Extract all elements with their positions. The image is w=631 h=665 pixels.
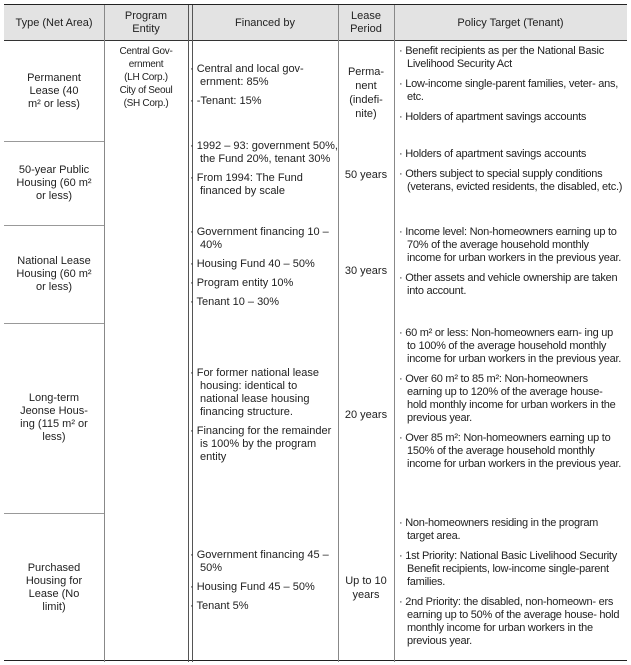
financed-item: · Government financing 10 – 40% [190, 226, 329, 251]
column-divider [394, 5, 395, 662]
policy-item: · Income level: Non-homeowners earning up to 70% of the average household monthly income for urban workers in the previous year. [399, 226, 622, 264]
financed-item: · Tenant 10 – 30% [190, 296, 280, 308]
policy-permanent [399, 45, 623, 131]
policy-item: · Holders of apartment savings accounts [399, 111, 587, 123]
period-jeonse: 20 years [344, 409, 388, 421]
policy-item: · Holders of apartment savings accounts [399, 148, 587, 160]
period-national: 30 years [344, 265, 388, 277]
policy-purchased [399, 517, 623, 655]
header-period: Lease Period [350, 10, 382, 35]
lease-housing-table [4, 4, 627, 661]
policy-item: · 60 m² or less: Non-homeowners earn- ing up to 100% of the average household monthly income for urban workers in the previous year. [399, 327, 622, 365]
header-type: Type (Net Area) [15, 16, 93, 29]
financed-purchased [190, 549, 338, 619]
financed-item: · Program entity 10% [190, 277, 294, 289]
policy-item: · Non-homeowners residing in the program target area. [399, 517, 599, 542]
financed-jeonse [190, 367, 338, 470]
row-type-50-year: 50-year Public Housing (60 m² or less) [16, 163, 92, 202]
header-financed: Financed by [235, 16, 295, 29]
financed-permanent [190, 63, 338, 114]
column-divider [188, 5, 189, 662]
financed-item: · Housing Fund 45 – 50% [190, 581, 315, 593]
row-type-permanent: Permanent Lease (40 m² or less) [27, 71, 81, 110]
financed-item: · 1992 – 93: government 50%, the Fund 20%, tenant 30% [190, 140, 338, 165]
period-50-year: 50 years [344, 169, 388, 181]
program-entity [104, 45, 188, 110]
program-entity-line: Central Gov- [119, 46, 173, 57]
financed-item: · Housing Fund 40 – 50% [190, 258, 315, 270]
financed-national [190, 226, 338, 315]
row-type-purchased: Purchased Housing for Lease (No limit) [25, 561, 83, 613]
policy-item: · Others subject to special supply conditions (veterans, evicted residents, the disabled, etc.) [399, 168, 623, 193]
financed-item: · -Tenant: 15% [190, 95, 262, 107]
financed-item: · For former national lease housing: identical to national lease housing financing structure. [190, 367, 319, 418]
financed-item: · Financing for the remainder is 100% by the program entity [190, 425, 332, 463]
program-entity-line: City of Seoul [119, 85, 173, 96]
program-entity-line: ernment [128, 59, 164, 70]
financed-item: · From 1994: The Fund financed by scale [190, 172, 303, 197]
header-policy: Policy Target (Tenant) [457, 16, 564, 29]
policy-item: · Other assets and vehicle ownership are taken into account. [399, 272, 618, 297]
financed-item: · Government financing 45 – 50% [190, 549, 329, 574]
policy-jeonse [399, 327, 623, 478]
policy-item: · Low-income single-parent families, veter- ans, etc. [399, 78, 619, 103]
header-entity: Program Entity [124, 10, 168, 35]
program-entity-line: (LH Corp.) [124, 72, 168, 83]
policy-item: · Over 85 m²: Non-homeowners earning up to 150% of the average household monthly income for urban workers in the previous year. [399, 432, 622, 470]
financed-item: · Tenant 5% [190, 600, 249, 612]
period-purchased: Up to 10 years [345, 575, 387, 601]
policy-item: · 2nd Priority: the disabled, non-homeown- ers earning up to 50% of the average house- hold monthly income for urban workers in the previous year. [399, 596, 620, 647]
financed-item: · Central and local gov- ernment: 85% [190, 63, 304, 88]
row-type-national: National Lease Housing (60 m² or less) [16, 254, 92, 293]
financed-50-year [190, 140, 338, 204]
policy-item: · Benefit recipients as per the National Basic Livelihood Security Act [399, 45, 604, 70]
policy-item: · 1st Priority: National Basic Livelihood Security Benefit recipients, low-income single-parent families. [399, 550, 617, 588]
period-permanent: Perma- nent (indefi- nite) [347, 66, 385, 120]
program-entity-line: (SH Corp.) [123, 98, 169, 109]
policy-national [399, 226, 623, 305]
policy-50-year [399, 148, 623, 201]
table-header [4, 5, 627, 41]
row-type-jeonse: Long-term Jeonse Hous- ing (115 m² or less) [20, 392, 88, 443]
policy-item: · Over 60 m² to 85 m²: Non-homeowners earning up to 120% of the average house- hold monthly income for urban workers in the previous year. [399, 373, 616, 424]
